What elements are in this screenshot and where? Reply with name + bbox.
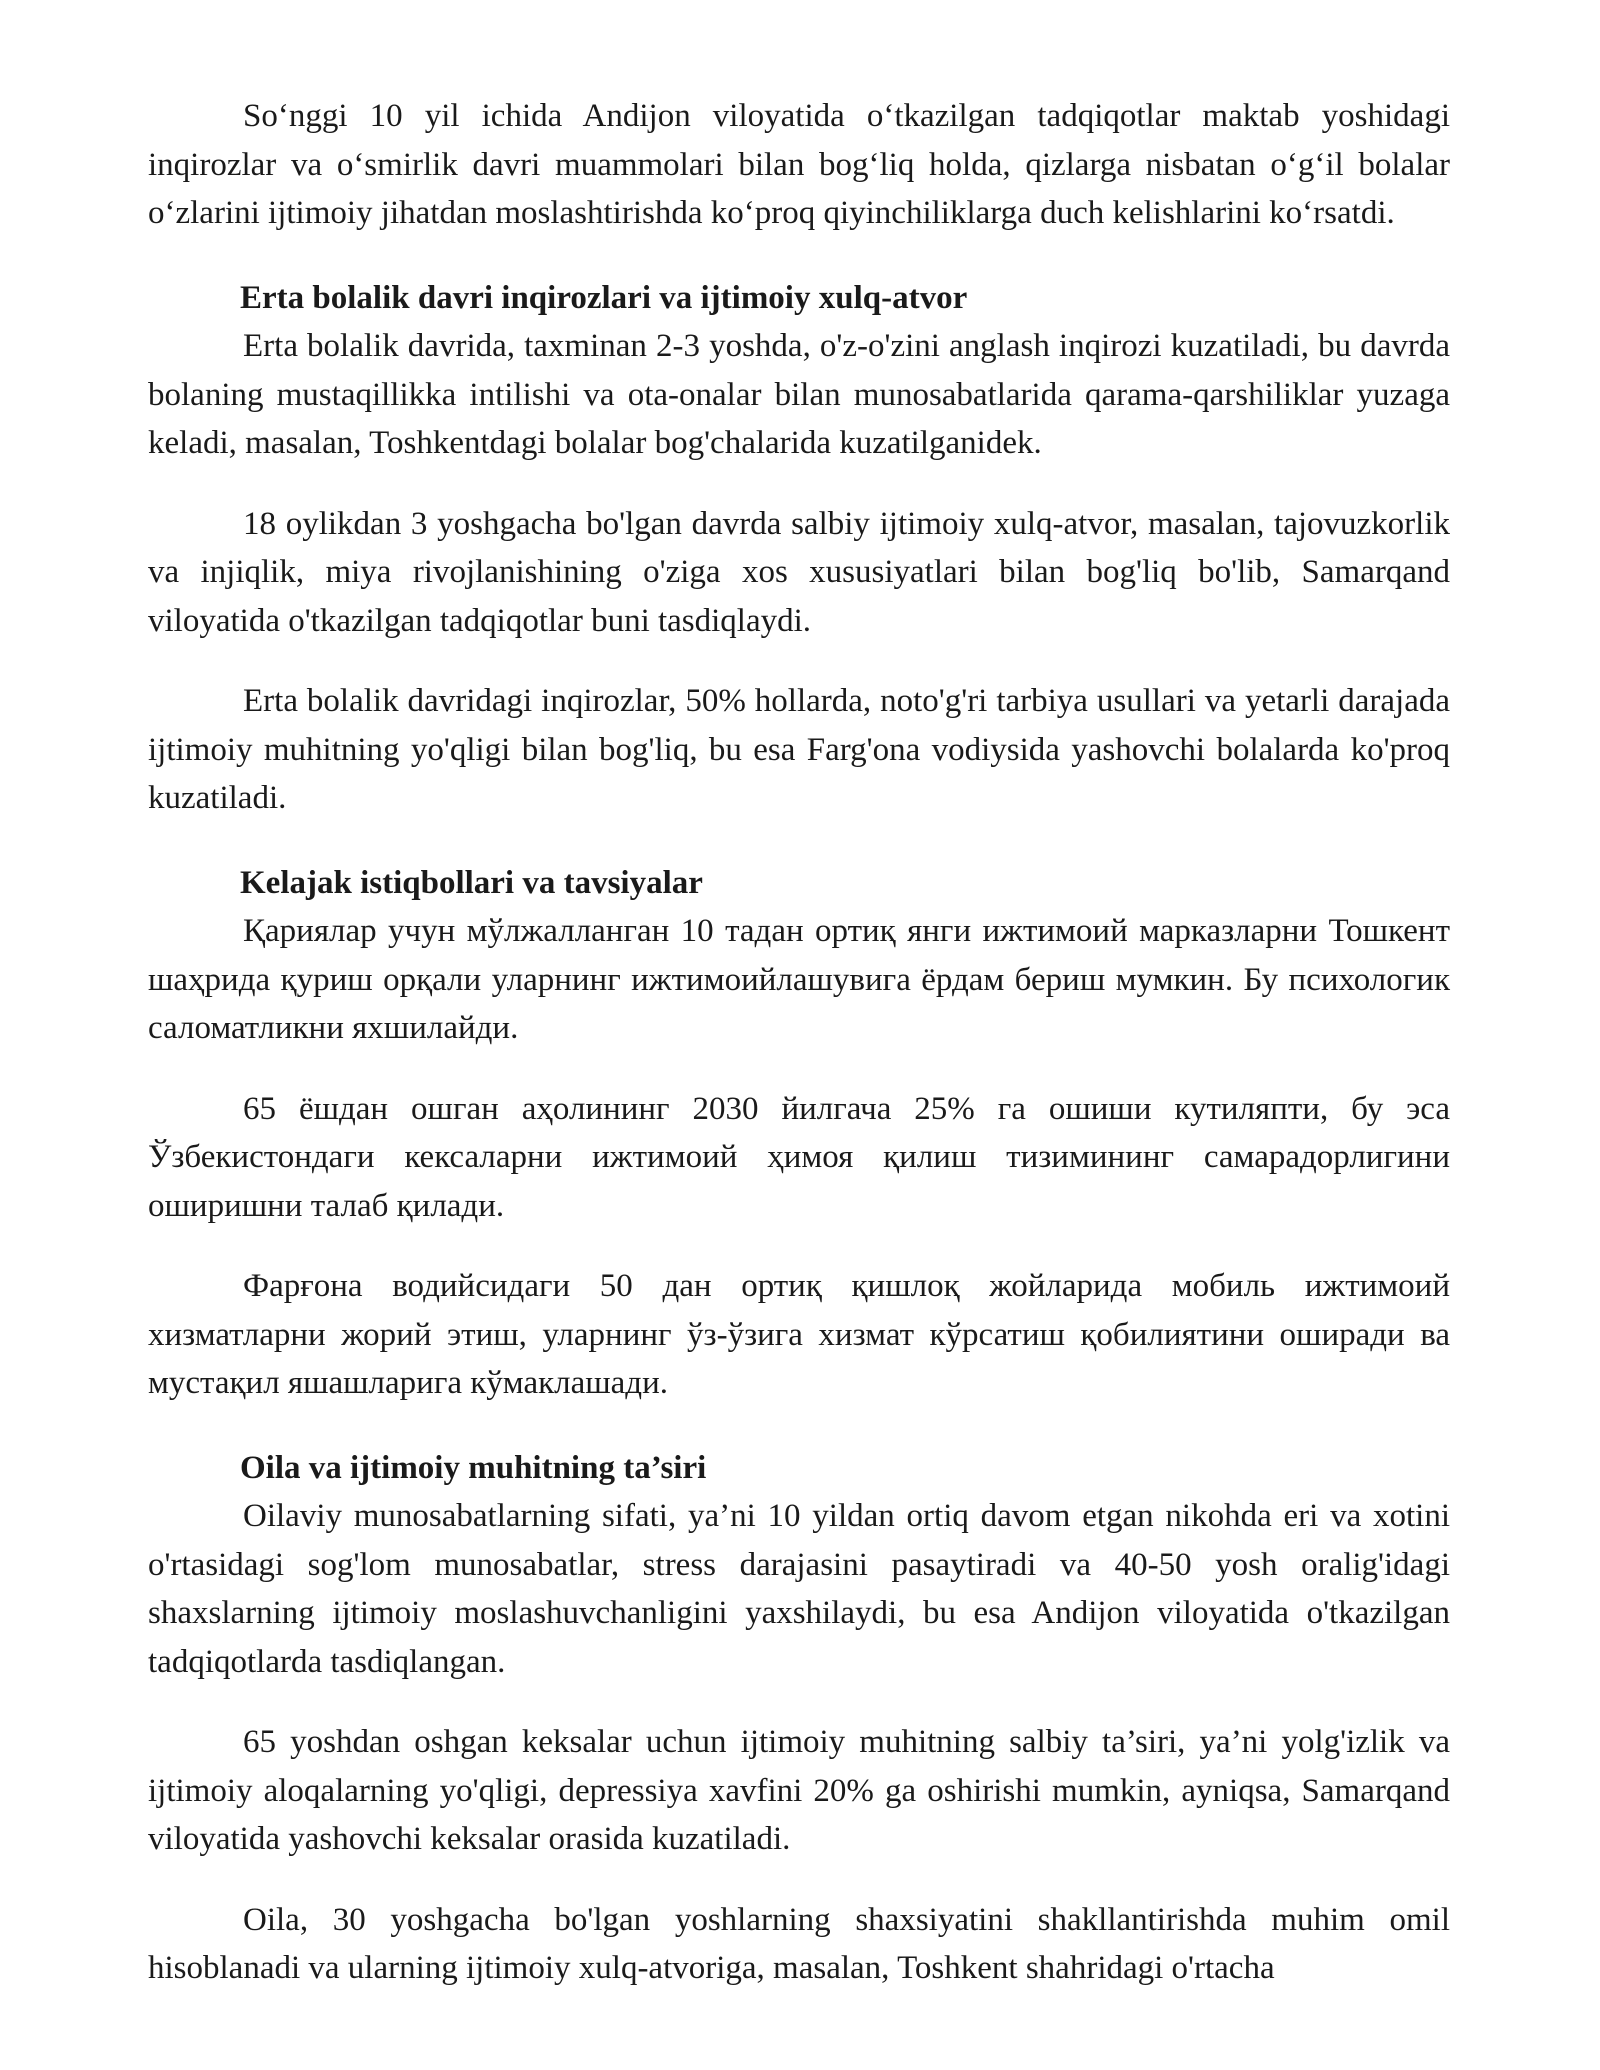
paragraph-family-relations: Oilaviy munosabatlarning sifati, ya’ni 10 yildan ortiq davom etgan nikohda eri va xotini o'rtasidagi sog'lom munosabatlar, stress darajasini pasaytiradi va 40-50 yosh oralig'idagi shaxslarning ijtimoiy moslashuvchanligini yaxshilaydi, bu esa Andijon viloyatida o'tkazilgan tadqiqotlarda tasdiqlangan. bbox=[148, 1498, 1450, 1680]
paragraph-crisis-causes: Erta bolalik davridagi inqirozlar, 50% hollarda, noto'g'ri tarbiya usullari va yetarli darajada ijtimoiy muhitning yo'qligi bilan bog'liq, bu esa Farg'ona vodiysida yashovchi bolalarda ko'proq kuzatiladi. bbox=[148, 683, 1450, 816]
paragraph-negative-behavior: 18 oylikdan 3 yoshgacha bo'lgan davrda salbiy ijtimoiy xulq-atvor, masalan, tajovuzkorlik va injiqlik, miya rivojlanishining o'ziga xos xususiyatlari bilan bog'liq bo'lib, Samarqand viloyatida o'tkazilgan tadqiqotlar buni tasdiqlaydi. bbox=[148, 505, 1450, 639]
paragraph-mobile-services: Фарғона водийсидаги 50 дан ортиқ қишлоқ жойларида мобиль ижтимоий хизматларни жорий этиш, уларнинг ўз-ўзига хизмат кўрсатиш қобилиятини оширади ва мустақил яшашларига кўмаклашади. bbox=[148, 1268, 1450, 1401]
paragraph-andijon-study: So‘nggi 10 yil ichida Andijon viloyatida o‘tkazilgan tadqiqotlar maktab yoshidagi inqirozlar va o‘smirlik davri muammolari bilan bog‘liq holda, qizlarga nisbatan o‘g‘il bolalar o‘zlarini ijtimoiy jihatdan moslashtirishda ko‘proq qiyinchiliklarga duch kelishlarini ko‘rsatdi. bbox=[148, 98, 1450, 231]
heading-family-environment: Oila va ijtimoiy muhitning ta’siri bbox=[240, 1449, 707, 1486]
paragraph-elderly-growth: 65 ёшдан ошган аҳолининг 2030 йилгача 25% га ошиши кутиляпти, бу эса Ўзбекистондаги кексаларни ижтимоий ҳимоя қилиш тизимининг самарадорлигини оширишни талаб қилади. bbox=[148, 1090, 1450, 1224]
heading-future-prospects: Kelajak istiqbollari va tavsiyalar bbox=[240, 864, 703, 901]
paragraph-family-youth: Oila, 30 yoshgacha bo'lgan yoshlarning shaxsiyatini shakllantirishda muhim omil hisoblanadi va ularning ijtimoiy xulq-atvoriga, masalan, Toshkent shahridagi o'rtacha bbox=[148, 1901, 1450, 1986]
paragraph-social-centers: Қариялар учун мўлжалланган 10 тадан ортиқ янги ижтимоий марказларни Тошкент шаҳрида қуриш орқали уларнинг ижтимоийлашувига ёрдам бериш мумкин. Бу психологик саломатликни яхшилайди. bbox=[148, 913, 1450, 1046]
document-page bbox=[148, 92, 1450, 1993]
paragraph-self-awareness-crisis: Erta bolalik davrida, taxminan 2-3 yoshda, o'z-o'zini anglash inqirozi kuzatiladi, bu davrda bolaning mustaqillikka intilishi va ota-onalar bilan munosabatlarida qarama-qarshiliklar yuzaga keladi, masalan, Toshkentdagi bolalar bog'chalarida kuzatilganidek. bbox=[148, 328, 1450, 461]
paragraph-loneliness-risk: 65 yoshdan oshgan keksalar uchun ijtimoiy muhitning salbiy ta’siri, ya’ni yolg'izlik va ijtimoiy aloqalarning yo'qligi, depressiya xavfini 20% ga oshirishi mumkin, ayniqsa, Samarqand viloyatida yashovchi keksalar orasida kuzatiladi. bbox=[148, 1724, 1450, 1857]
heading-early-childhood: Erta bolalik davri inqirozlari va ijtimoiy xulq-atvor bbox=[240, 279, 968, 316]
